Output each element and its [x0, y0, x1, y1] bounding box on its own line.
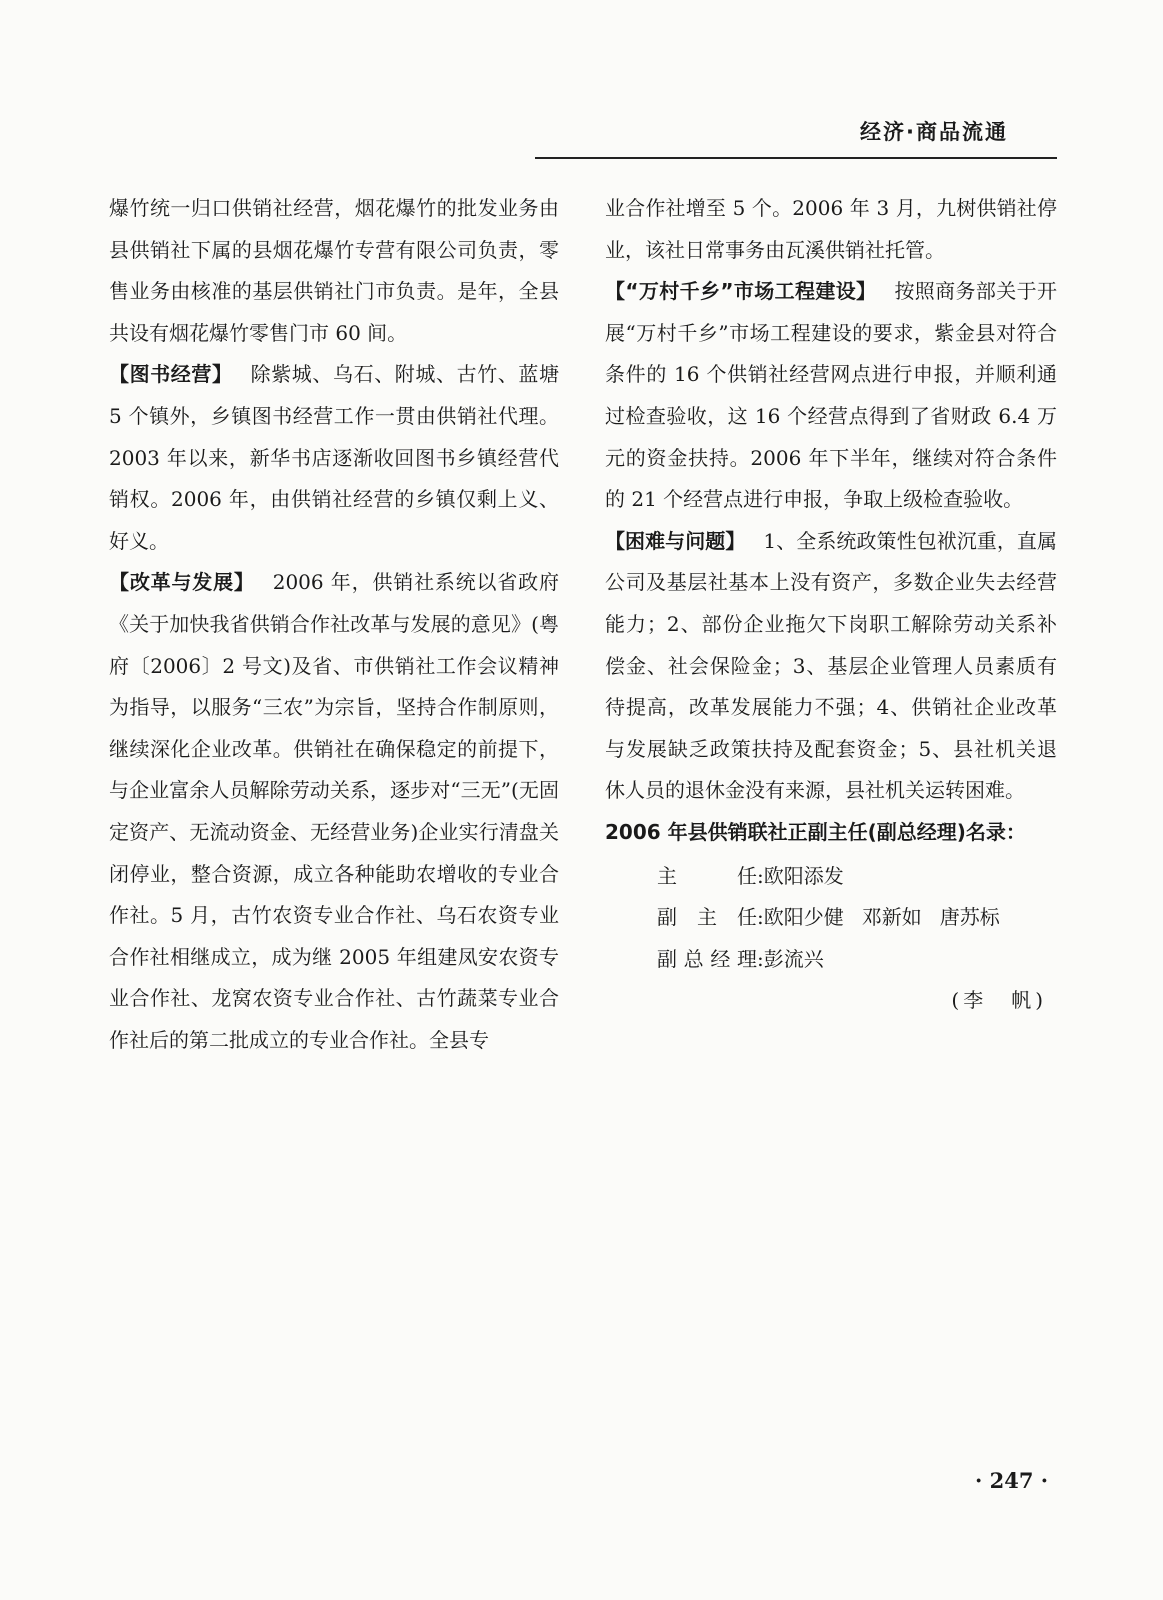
roster-role: 副总经理 [657, 946, 757, 971]
section-reform-development [109, 562, 559, 1061]
paragraph-text: 除紫城、乌石、附城、古竹、蓝塘 5 个镇外，乡镇图书经营工作一贯由供销社代理。2003 年以来，新华书店逐渐收回图书乡镇经营代销权。2006 年，由供销社经营的乡镇仅剩上义、好义。 [109, 362, 560, 553]
left-column [109, 188, 559, 1061]
header-rule [535, 157, 1057, 159]
roster-heading: 2006 年县供销联社正副主任(副总经理)名录： [605, 819, 1026, 844]
paragraph-text: 爆竹统一归口供销社经营，烟花爆竹的批发业务由县供销社下属的县烟花爆竹专营有限公司负责，零售业务由核准的基层供销社门市负责。是年，全县共设有烟花爆竹零售门市 60 间。 [109, 196, 559, 345]
paragraph-text: 按照商务部关于开展“万村千乡”市场工程建设的要求，紫金县对符合条件的 16 个供销社经营网点进行申报，并顺利通过检查验收，这 16 个经营点得到了省财政 6.4 万元的资金扶持。2006 年下半年，继续对符合条件的 21 个经营点进行申报，争取上级检查验收。 [605, 279, 1058, 512]
roster-name: 唐苏标 [939, 905, 1000, 930]
paragraph-text: 1、全系统政策性包袱沉重，直属公司及基层社基本上没有资产，多数企业失去经营能力；2、部份企业拖欠下岗职工解除劳动关系补偿金、社会保险金；3、基层企业管理人员素质有待提高，改革发展能力不强；4、供销社企业改革与发展缺乏政策扶持及配套资金；5、县社机关退休人员的退休金没有来源，县社机关运转困难。 [605, 528, 1057, 803]
author-credit: (李 帆) [951, 988, 1047, 1013]
paragraph-continuation [109, 188, 559, 354]
paragraph-continuation [605, 188, 1057, 271]
section-title: 【图书经营】 [109, 362, 233, 387]
section-title: 【“万村千乡”市场工程建设】 [605, 279, 877, 304]
roster-name: 欧阳少健 [763, 905, 844, 930]
roster-names [764, 939, 824, 981]
section-difficulties [605, 521, 1057, 812]
page-dot-right: · [1040, 1468, 1049, 1493]
roster-role: 副主任 [657, 905, 757, 930]
roster-name: 邓新如 [861, 905, 922, 930]
roster-name: 彭流兴 [763, 946, 824, 971]
roster-name: 欧阳添发 [763, 863, 844, 888]
page-number [975, 1468, 1048, 1493]
roster-separator: : [757, 946, 764, 971]
roster-list [657, 856, 1057, 981]
roster-names [764, 856, 844, 898]
page-dot-left: · [975, 1468, 983, 1493]
section-title: 【改革与发展】 [109, 570, 255, 595]
roster-names [764, 897, 1000, 939]
page-number-value: 247 [989, 1468, 1034, 1493]
section-market-project [605, 271, 1057, 521]
roster-row-deputy-manager [657, 939, 1057, 981]
roster-separator: : [757, 863, 764, 888]
paragraph-text: 2006 年，供销社系统以省政府《关于加快我省供销合作社改革与发展的意见》(粤府〔2006〕2 号文)及省、市供销社工作会议精神为指导，以服务“三农”为宗旨，坚持合作制原则，继续深化企业改革。供销社在确保稳定的前提下，与企业富余人员解除劳动关系，逐步对“三无”(无固定资产、无流动资金、无经营业务)企业实行清盘关闭停业，整合资源，成立各种能助农增收的专业合作社。5 月，古竹农资专业合作社、乌石农资专业合作社相继成立，成为继 2005 年组建凤安农资专业合作社、龙窝农资专业合作社、古竹蔬菜专业合作社后的第二批成立的专业合作社。全县专 [109, 570, 559, 1052]
roster-separator: : [757, 905, 764, 930]
section-book-business [109, 354, 559, 562]
paragraph-text: 业合作社增至 5 个。2006 年 3 月，九树供销社停业，该社日常事务由瓦溪供销社托管。 [605, 196, 1057, 262]
right-column [605, 188, 1057, 1022]
roster-role: 主任 [657, 863, 757, 888]
section-title: 【困难与问题】 [605, 528, 746, 553]
running-head: 经济·商品流通 [860, 120, 1008, 144]
roster-row-director [657, 856, 1057, 898]
roster-row-deputy-director [657, 897, 1057, 939]
